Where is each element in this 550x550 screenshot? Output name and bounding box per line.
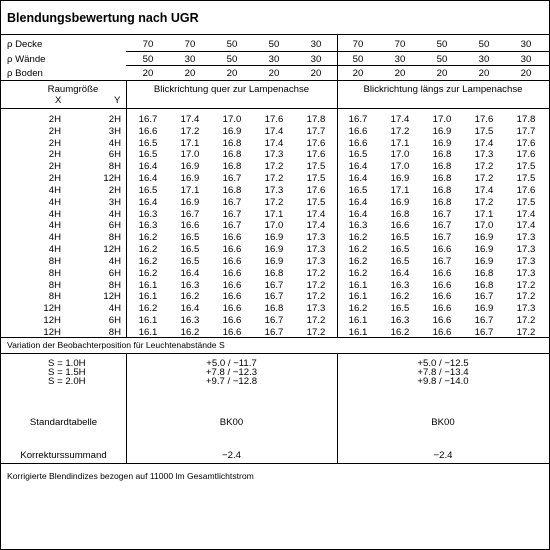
room-x: 2H: [48, 149, 61, 161]
correction-label: Korrekturssummand: [20, 450, 107, 461]
ugr-value: 17.6: [306, 185, 326, 196]
ugr-value: 16.9: [180, 173, 200, 184]
reflectance-value: 50: [436, 54, 448, 65]
ugr-value: 16.7: [222, 196, 242, 208]
ugr-value: 17.4: [474, 137, 494, 149]
ugr-value: 17.4: [306, 220, 326, 232]
ugr-value: 16.7: [474, 314, 494, 326]
ugr-value: 16.4: [138, 161, 158, 173]
ugr-value: 16.6: [432, 303, 452, 314]
reflectance-value: 30: [310, 54, 322, 65]
room-y: 8H: [108, 279, 121, 291]
reflectance-value: 50: [226, 39, 238, 50]
ugr-value: 16.6: [222, 303, 242, 314]
ugr-value: 17.2: [306, 267, 326, 279]
ugr-value: 16.2: [180, 291, 200, 303]
ugr-value: 16.7: [432, 232, 452, 244]
ugr-value: 16.1: [348, 279, 368, 291]
ugr-value: 16.5: [138, 149, 158, 161]
ugr-value: 16.7: [264, 291, 284, 303]
room-y: 4H: [108, 208, 121, 220]
ugr-value: 16.6: [222, 291, 242, 303]
ugr-value: 16.8: [474, 267, 494, 279]
reflectance-value: 30: [520, 39, 532, 50]
ugr-value: 17.0: [180, 149, 200, 161]
reflectance-value: 20: [142, 68, 154, 79]
ugr-value: 16.8: [432, 185, 452, 196]
variation-along: +9.8 / −14.0: [417, 376, 469, 387]
reflectance-value: 20: [436, 68, 448, 79]
ugr-value: 16.4: [390, 267, 410, 279]
ugr-value: 16.6: [222, 244, 242, 255]
ugr-value: 16.8: [432, 196, 452, 208]
ugr-value: 16.2: [348, 267, 368, 279]
ugr-value: 17.0: [390, 149, 410, 161]
header-rule: [1, 108, 549, 109]
ugr-value: 16.4: [138, 196, 158, 208]
room-x: 4H: [48, 244, 61, 255]
room-x: 4H: [48, 196, 61, 208]
ugr-value: 16.9: [474, 232, 494, 244]
ugr-value: 16.9: [180, 161, 200, 173]
ugr-value: 17.4: [264, 125, 284, 137]
ugr-value: 16.3: [348, 220, 368, 232]
reflectance-label: ρ Wände: [7, 54, 46, 65]
ugr-value: 16.5: [180, 232, 200, 244]
variation-label: Variation der Beobachterposition für Leuchtenabstände S: [7, 340, 225, 350]
y-label: Y: [114, 95, 121, 106]
ugr-value: 16.6: [432, 314, 452, 326]
ugr-value: 16.6: [180, 220, 200, 232]
ugr-value: 16.2: [138, 267, 158, 279]
ugr-value: 16.6: [222, 232, 242, 244]
ugr-value: 17.1: [180, 137, 200, 149]
ugr-value: 16.6: [432, 279, 452, 291]
ugr-value: 16.9: [180, 196, 200, 208]
ugr-value: 16.5: [138, 185, 158, 196]
ugr-value: 17.4: [516, 208, 536, 220]
ugr-value: 16.1: [138, 279, 158, 291]
reflectance-value: 50: [226, 54, 238, 65]
ugr-value: 17.6: [474, 114, 494, 125]
ugr-value: 16.2: [348, 256, 368, 267]
ugr-value: 16.3: [180, 279, 200, 291]
ugr-value: 16.6: [432, 326, 452, 338]
ugr-value: 17.2: [474, 196, 494, 208]
ugr-value: 17.4: [306, 208, 326, 220]
ugr-value: 16.6: [432, 244, 452, 255]
reflectance-value: 50: [142, 54, 154, 65]
room-y: 2H: [108, 185, 121, 196]
col-sep-left: [126, 80, 127, 337]
room-x: 8H: [48, 267, 61, 279]
ugr-value: 16.9: [264, 232, 284, 244]
ugr-value: 16.6: [390, 220, 410, 232]
ugr-value: 16.1: [138, 326, 158, 338]
ugr-value: 17.2: [306, 314, 326, 326]
reflectance-value: 30: [478, 54, 490, 65]
room-x: 8H: [48, 279, 61, 291]
reflectance-rule: [1, 80, 549, 81]
ugr-value: 16.4: [348, 173, 368, 184]
ugr-value: 16.6: [222, 256, 242, 267]
ugr-value: 16.8: [432, 161, 452, 173]
ugr-value: 17.5: [306, 173, 326, 184]
ugr-value: 17.3: [306, 244, 326, 255]
room-y: 6H: [108, 314, 121, 326]
variation-s: S = 1.0H: [48, 358, 86, 369]
ugr-value: 16.5: [390, 303, 410, 314]
ugr-value: 16.7: [180, 208, 200, 220]
room-y: 12H: [103, 173, 121, 184]
room-y: 3H: [108, 125, 121, 137]
ugr-value: 17.3: [306, 303, 326, 314]
room-y: 8H: [108, 232, 121, 244]
ugr-value: 17.1: [180, 185, 200, 196]
ugr-value: 16.6: [222, 314, 242, 326]
room-y: 8H: [108, 326, 121, 338]
ugr-value: 16.1: [348, 314, 368, 326]
ugr-value: 16.4: [348, 161, 368, 173]
room-y: 6H: [108, 267, 121, 279]
ugr-value: 16.4: [180, 303, 200, 314]
ugr-value: 16.3: [390, 279, 410, 291]
reflectance-value: 70: [142, 39, 154, 50]
reflectance-value: 70: [352, 39, 364, 50]
ugr-value: 17.3: [516, 232, 536, 244]
ugr-value: 17.2: [306, 291, 326, 303]
ugr-value: 16.7: [222, 220, 242, 232]
ugr-value: 16.5: [390, 232, 410, 244]
ugr-value: 16.6: [432, 291, 452, 303]
ugr-value: 16.4: [180, 267, 200, 279]
room-x: 12H: [43, 326, 61, 338]
variation-cross: +7.8 / −12.3: [205, 367, 258, 378]
room-x: 4H: [48, 208, 61, 220]
ugr-value: 16.9: [222, 125, 242, 137]
ugr-value: 16.4: [138, 173, 158, 184]
room-x: 12H: [43, 303, 61, 314]
ugr-value: 16.1: [348, 326, 368, 338]
ugr-value: 16.7: [432, 208, 452, 220]
ugr-value: 17.8: [306, 114, 326, 125]
ugr-value: 17.1: [264, 208, 284, 220]
ugr-value: 17.0: [264, 220, 284, 232]
room-y: 4H: [108, 137, 121, 149]
ugr-value: 16.9: [474, 303, 494, 314]
ugr-value: 16.9: [390, 196, 410, 208]
ugr-value: 17.3: [306, 232, 326, 244]
ugr-value: 16.5: [390, 244, 410, 255]
reflectance-row-rule: [126, 65, 549, 66]
variation-cross: +5.0 / −11.7: [206, 358, 257, 369]
ugr-value: 16.5: [138, 137, 158, 149]
correction-cross: −2.4: [222, 450, 241, 461]
ugr-value: 16.1: [138, 291, 158, 303]
room-y: 3H: [108, 196, 121, 208]
ugr-value: 17.0: [222, 114, 242, 125]
room-x: 4H: [48, 185, 61, 196]
ugr-value: 17.3: [264, 149, 284, 161]
room-y: 6H: [108, 149, 121, 161]
room-y: 4H: [108, 256, 121, 267]
ugr-value: 17.7: [516, 125, 536, 137]
ugr-value: 16.6: [222, 267, 242, 279]
reflectance-value: 30: [184, 54, 196, 65]
ugr-value: 17.8: [516, 114, 536, 125]
reflectance-value: 20: [184, 68, 196, 79]
room-x: 2H: [48, 137, 61, 149]
ugr-value: 16.2: [348, 232, 368, 244]
ugr-value: 16.8: [432, 173, 452, 184]
ugr-value: 17.3: [264, 185, 284, 196]
reflectance-label: ρ Boden: [7, 68, 43, 79]
variation-s: S = 2.0H: [48, 376, 86, 387]
room-x: 12H: [43, 314, 61, 326]
ugr-value: 17.2: [516, 279, 536, 291]
room-x: 8H: [48, 291, 61, 303]
room-x: 2H: [48, 125, 61, 137]
ugr-value: 16.9: [264, 256, 284, 267]
ugr-value: 16.2: [348, 244, 368, 255]
room-size-label: Raumgröße: [47, 84, 99, 95]
ugr-value: 17.3: [516, 303, 536, 314]
ugr-value: 16.2: [138, 303, 158, 314]
ugr-value: 17.5: [306, 161, 326, 173]
ugr-value: 17.2: [390, 125, 410, 137]
ugr-value: 16.6: [348, 125, 368, 137]
ugr-value: 16.7: [222, 208, 242, 220]
ugr-value: 17.2: [264, 196, 284, 208]
ugr-value: 17.2: [180, 125, 200, 137]
ugr-value: 17.5: [306, 196, 326, 208]
ugr-value: 17.1: [390, 137, 410, 149]
reflectance-value: 20: [310, 68, 322, 79]
title-rule: [1, 34, 549, 35]
reflectance-value: 20: [268, 68, 280, 79]
ugr-value: 17.0: [390, 161, 410, 173]
reflectance-value: 70: [184, 39, 196, 50]
reflectance-row-rule: [126, 51, 549, 52]
variation-cross: +9.7 / −12.8: [205, 376, 258, 387]
ugr-value: 17.1: [390, 185, 410, 196]
ugr-value: 16.5: [180, 256, 200, 267]
reflectance-value: 50: [436, 39, 448, 50]
ugr-value: 16.4: [348, 208, 368, 220]
ugr-value: 17.2: [306, 326, 326, 338]
variation-along: +5.0 / −12.5: [417, 358, 469, 369]
ugr-value: 16.7: [474, 291, 494, 303]
ugr-value: 17.5: [516, 161, 536, 173]
correction-along: −2.4: [433, 450, 453, 461]
ugr-value: 16.2: [348, 303, 368, 314]
ugr-value: 16.2: [390, 291, 410, 303]
reflectance-value: 20: [352, 68, 364, 79]
reflectance-value: 30: [310, 39, 322, 50]
room-x: 2H: [48, 173, 61, 184]
ugr-value: 16.5: [348, 185, 368, 196]
ugr-value: 17.3: [474, 149, 494, 161]
standard-table-along: BK00: [431, 417, 455, 428]
ugr-value: 17.4: [474, 185, 494, 196]
ugr-value: 16.6: [222, 326, 242, 338]
ugr-value: 16.6: [432, 267, 452, 279]
ugr-value: 16.7: [138, 114, 158, 125]
ugr-value: 16.9: [474, 256, 494, 267]
ugr-value: 16.7: [264, 279, 284, 291]
ugr-value: 16.8: [390, 208, 410, 220]
ugr-value: 16.7: [348, 114, 368, 125]
reflectance-value: 70: [394, 39, 406, 50]
ugr-value: 16.7: [474, 326, 494, 338]
ugr-value: 16.2: [138, 244, 158, 255]
ugr-value: 16.5: [390, 256, 410, 267]
ugr-value: 17.7: [306, 125, 326, 137]
ugr-value: 17.0: [432, 114, 452, 125]
variation-s: S = 1.5H: [48, 367, 86, 378]
ugr-value: 17.2: [264, 173, 284, 184]
ugr-value: 16.7: [222, 173, 242, 184]
room-y: 6H: [108, 220, 121, 232]
reflectance-value: 50: [478, 39, 490, 50]
reflectance-label: ρ Decke: [7, 39, 43, 50]
ugr-value: 16.8: [432, 149, 452, 161]
ugr-value: 17.2: [474, 161, 494, 173]
ugr-value: 16.7: [432, 220, 452, 232]
ugr-value: 16.9: [432, 137, 452, 149]
ugr-value: 17.4: [516, 220, 536, 232]
ugr-value: 16.9: [390, 173, 410, 184]
reflectance-value: 20: [394, 68, 406, 79]
room-y: 8H: [108, 161, 121, 173]
footnote: Korrigierte Blendindizes bezogen auf 11000 lm Gesamtlichtstrom: [7, 471, 254, 481]
correction-bottom-rule: [1, 463, 549, 464]
ugr-value: 17.5: [516, 173, 536, 184]
ugr-value: 16.1: [138, 314, 158, 326]
room-y: 4H: [108, 303, 121, 314]
ugr-value: 16.7: [264, 314, 284, 326]
ugr-value: 17.3: [516, 244, 536, 255]
ugr-value: 16.9: [474, 244, 494, 255]
ugr-value: 16.6: [138, 125, 158, 137]
room-y: 2H: [108, 114, 121, 125]
ugr-value: 17.2: [306, 279, 326, 291]
ugr-value: 17.6: [516, 185, 536, 196]
ugr-value: 16.9: [264, 244, 284, 255]
reflectance-value: 20: [478, 68, 490, 79]
ugr-value: 17.4: [264, 137, 284, 149]
ugr-value: 16.8: [222, 185, 242, 196]
room-x: 4H: [48, 232, 61, 244]
ugr-value: 16.3: [390, 314, 410, 326]
ugr-value: 16.3: [180, 314, 200, 326]
ugr-value: 17.6: [264, 114, 284, 125]
ugr-value: 16.1: [348, 291, 368, 303]
ugr-value: 16.6: [222, 279, 242, 291]
ugr-value: 17.1: [474, 208, 494, 220]
ugr-value: 17.2: [516, 326, 536, 338]
ugr-value: 17.2: [516, 314, 536, 326]
room-y: 12H: [103, 244, 121, 255]
room-x: 2H: [48, 114, 61, 125]
ugr-value: 17.6: [306, 149, 326, 161]
ugr-value: 17.4: [390, 114, 410, 125]
room-x: 4H: [48, 220, 61, 232]
ugr-value: 16.2: [390, 326, 410, 338]
page-title: Blendungsbewertung nach UGR: [7, 11, 199, 25]
room-x: 2H: [48, 161, 61, 173]
reflectance-value: 30: [268, 54, 280, 65]
standard-table-cross: BK00: [219, 417, 244, 428]
standard-table-label: Standardtabelle: [29, 417, 98, 428]
ugr-value: 17.6: [306, 137, 326, 149]
view-direction-along: Blickrichtung längs zur Lampenachse: [363, 84, 523, 95]
ugr-value: 17.6: [516, 149, 536, 161]
view-direction-cross: Blickrichtung quer zur Lampenachse: [153, 84, 310, 95]
ugr-value: 17.4: [180, 114, 200, 125]
room-x: 8H: [48, 256, 61, 267]
ugr-value: 16.8: [264, 303, 284, 314]
ugr-value: 16.8: [222, 149, 242, 161]
ugr-value: 17.0: [474, 220, 494, 232]
ugr-value: 16.9: [432, 125, 452, 137]
ugr-value: 17.3: [516, 256, 536, 267]
variation-label-rule: [1, 353, 549, 354]
ugr-value: 17.3: [306, 256, 326, 267]
ugr-value: 17.3: [516, 267, 536, 279]
reflectance-value: 50: [268, 39, 280, 50]
reflectance-value: 30: [520, 54, 532, 65]
ugr-value: 16.5: [180, 244, 200, 255]
ugr-value: 16.2: [180, 326, 200, 338]
ugr-value: 17.2: [516, 291, 536, 303]
ugr-value: 16.8: [222, 161, 242, 173]
reflectance-value: 20: [226, 68, 238, 79]
ugr-value: 17.5: [516, 196, 536, 208]
ugr-value: 16.5: [348, 149, 368, 161]
ugr-value: 16.8: [222, 137, 242, 149]
reflectance-value: 20: [520, 68, 532, 79]
ugr-value: 16.3: [138, 220, 158, 232]
reflectance-value: 50: [352, 54, 364, 65]
ugr-value: 16.7: [264, 326, 284, 338]
ugr-value: 16.8: [264, 267, 284, 279]
ugr-value: 17.2: [264, 161, 284, 173]
ugr-value: 16.2: [138, 256, 158, 267]
ugr-value: 16.6: [348, 137, 368, 149]
variation-along: +7.8 / −13.4: [417, 367, 469, 378]
ugr-value: 17.5: [474, 125, 494, 137]
ugr-value: 16.7: [432, 256, 452, 267]
ugr-value: 16.8: [474, 279, 494, 291]
x-label: X: [55, 95, 62, 106]
ugr-value: 16.3: [138, 208, 158, 220]
reflectance-value: 30: [394, 54, 406, 65]
ugr-value: 16.4: [348, 196, 368, 208]
ugr-value: 16.2: [138, 232, 158, 244]
ugr-value: 17.6: [516, 137, 536, 149]
room-y: 12H: [103, 291, 121, 303]
ugr-value: 17.2: [474, 173, 494, 184]
